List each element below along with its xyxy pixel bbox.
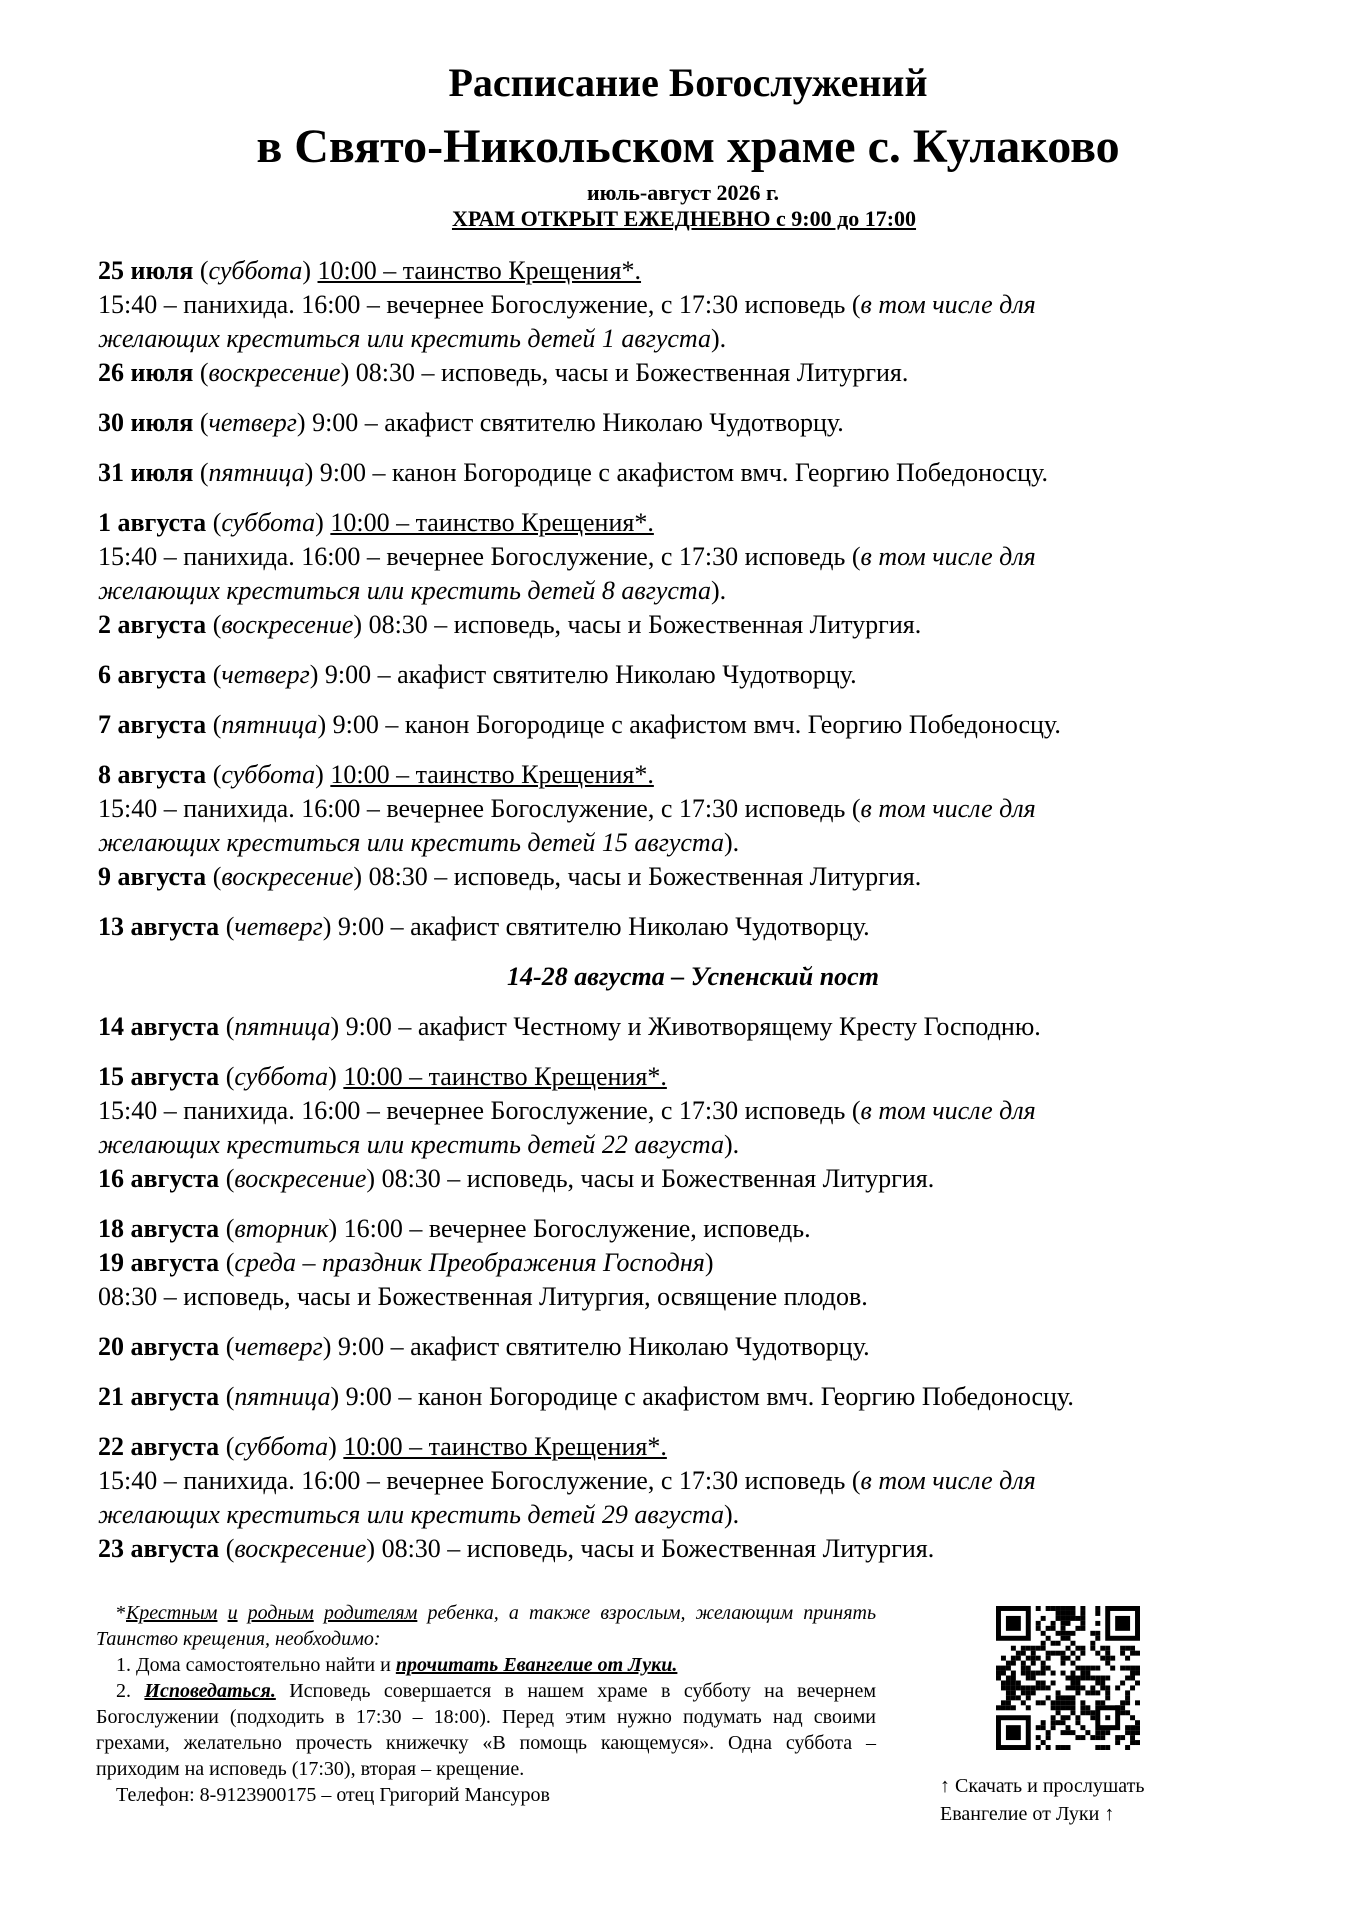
entry-service: 9:00 – акафист Честному и Животворящему Кресту Господню. [339,1012,1041,1041]
footnote-word: родителям [323,1602,418,1624]
entry-day: воскресение [234,1534,367,1563]
footnote-item-2 [96,1678,876,1782]
entry-text: 15:40 – панихида. 16:00 – вечернее Богослужение, с 17:30 исповедь ( [98,794,861,823]
schedule-line: 23 августа (воскресение) 08:30 – исповедь, часы и Божественная Литургия. [98,1534,935,1563]
schedule-line [98,1094,1328,1128]
schedule-line [98,1498,1328,1532]
entry-date: 22 августа [98,1432,220,1461]
qr-caption [940,1772,1200,1828]
entry-date: 13 августа [98,912,220,941]
schedule-entry [98,758,1328,894]
entry-note: желающих креститься или крестить детей 8 августа [98,576,712,605]
period-label: июль-август 2026 г. [586,180,780,205]
footnote-word: родным [247,1602,314,1624]
entry-service: 10:00 – таинство Крещения*. [343,1432,667,1461]
schedule-line: 13 августа (четверг) 9:00 – акафист святителю Николаю Чудотворцу. [98,912,870,941]
entry-service: 9:00 – акафист святителю Николаю Чудотворцу. [305,408,844,437]
schedule-line: 1 августа (суббота) 10:00 – таинство Крещения*. [98,508,654,537]
entry-note: в том числе для [860,542,1036,571]
entry-note-end: ). [711,324,727,353]
entry-day: суббота [234,1062,329,1091]
schedule-entry [98,406,1328,440]
qr-caption-line: Евангелие от Луки ↑ [940,1803,1115,1825]
footnote-item-number: 2. [116,1680,145,1702]
entry-note: желающих креститься или крестить детей 15 августа [98,828,725,857]
entry-day: среда – праздник Преображения Господня [234,1248,705,1277]
schedule-list [98,254,1328,1582]
schedule-line [98,574,1328,608]
schedule-entry [98,1060,1328,1196]
schedule-line: 6 августа (четверг) 9:00 – акафист святителю Николаю Чудотворцу. [98,660,857,689]
qr-caption-line: ↑ Скачать и прослушать [940,1775,1145,1797]
schedule-entry [98,658,1328,692]
entry-service: 9:00 – акафист святителю Николаю Чудотворцу. [318,660,857,689]
footnote-intro [96,1600,876,1652]
entry-note: в том числе для [860,290,1036,319]
schedule-line [98,826,1328,860]
entry-service: 08:30 – исповедь, часы и Божественная Литургия. [375,1534,935,1563]
entry-day: четверг [234,912,323,941]
entry-note-end: ). [711,576,727,605]
schedule-line: 9 августа (воскресение) 08:30 – исповедь, часы и Божественная Литургия. [98,862,922,891]
schedule-entry [98,456,1328,490]
entry-text: 15:40 – панихида. 16:00 – вечернее Богослужение, с 17:30 исповедь ( [98,1466,861,1495]
entry-text: 08:30 – исповедь, часы и Божественная Литургия, освящение плодов. [98,1282,868,1311]
schedule-line [98,288,1328,322]
entry-service: 10:00 – таинство Крещения*. [343,1062,667,1091]
entry-date: 20 августа [98,1332,220,1361]
schedule-entry [98,1430,1328,1566]
entry-note: в том числе для [860,1096,1036,1125]
schedule-line: 2 августа (воскресение) 08:30 – исповедь, часы и Божественная Литургия. [98,610,922,639]
schedule-entry [98,1380,1328,1414]
schedule-line: 20 августа (четверг) 9:00 – акафист святителю Николаю Чудотворцу. [98,1332,870,1361]
schedule-line [98,322,1328,356]
entry-service: 9:00 – канон Богородице с акафистом вмч. Георгию Победоносцу. [339,1382,1074,1411]
entry-text: 15:40 – панихида. 16:00 – вечернее Богослужение, с 17:30 исповедь ( [98,1096,861,1125]
entry-date: 19 августа [98,1248,220,1277]
entry-day: воскресение [208,358,341,387]
entry-service: 08:30 – исповедь, часы и Божественная Литургия. [362,610,922,639]
schedule-line: 26 июля (воскресение) 08:30 – исповедь, часы и Божественная Литургия. [98,358,909,387]
schedule-line: 8 августа (суббота) 10:00 – таинство Крещения*. [98,760,654,789]
entry-text: 15:40 – панихида. 16:00 – вечернее Богослужение, с 17:30 исповедь ( [98,290,861,319]
schedule-entry [98,506,1328,642]
entry-day: вторник [234,1214,329,1243]
entry-date: 16 августа [98,1164,220,1193]
entry-service: 9:00 – акафист святителю Николаю Чудотворцу. [331,1332,870,1361]
entry-day: воскресение [221,610,354,639]
entry-service: 10:00 – таинство Крещения*. [330,760,654,789]
schedule-line: 22 августа (суббота) 10:00 – таинство Крещения*. [98,1432,667,1461]
footnote-item-text: 1. Дома самостоятельно найти и [116,1654,396,1676]
entry-day: четверг [221,660,310,689]
entry-service: 9:00 – канон Богородице с акафистом вмч. Георгию Победоносцу. [326,710,1061,739]
entry-note: желающих креститься или крестить детей 22 августа [98,1130,725,1159]
page-title: Расписание Богослужений [448,60,928,105]
footnote-word: Крестным [126,1602,218,1624]
entry-date: 14 августа [98,1012,220,1041]
entry-date: 25 июля [98,256,194,285]
entry-service: 16:00 – вечернее Богослужение, исповедь. [337,1214,811,1243]
schedule-line: 21 августа (пятница) 9:00 – канон Богородице с акафистом вмч. Георгию Победоносцу. [98,1382,1074,1411]
schedule-line: 7 августа (пятница) 9:00 – канон Богородице с акафистом вмч. Георгию Победоносцу. [98,710,1061,739]
schedule-line: 18 августа (вторник) 16:00 – вечернее Богослужение, исповедь. [98,1214,811,1243]
entry-note: желающих креститься или крестить детей 1 августа [98,324,712,353]
footnote-item-emphasis: Исповедаться. [144,1680,276,1702]
schedule-line: 30 июля (четверг) 9:00 – акафист святителю Николаю Чудотворцу. [98,408,844,437]
entry-day: четверг [234,1332,323,1361]
entry-date: 21 августа [98,1382,220,1411]
schedule-line: 15 августа (суббота) 10:00 – таинство Крещения*. [98,1062,667,1091]
entry-day: пятница [221,710,318,739]
qr-code-icon[interactable] [996,1606,1140,1750]
schedule-line [98,792,1328,826]
entry-service: 10:00 – таинство Крещения*. [330,508,654,537]
entry-day: четверг [208,408,297,437]
entry-date: 30 июля [98,408,194,437]
entry-date: 15 августа [98,1062,220,1091]
schedule-entry [98,1330,1328,1364]
footnote-word: и [227,1602,238,1624]
schedule-line [98,1128,1328,1162]
entry-note-end: ). [724,1130,740,1159]
entry-day: суббота [208,256,303,285]
schedule-line [98,1464,1328,1498]
entry-service: 9:00 – акафист святителю Николаю Чудотворцу. [331,912,870,941]
entry-day: пятница [208,458,305,487]
schedule-entry [98,254,1328,390]
entry-date: 1 августа [98,508,207,537]
entry-date: 8 августа [98,760,207,789]
entry-date: 18 августа [98,1214,220,1243]
schedule-entry [98,708,1328,742]
entry-day: суббота [234,1432,329,1461]
entry-note: желающих креститься или крестить детей 29 августа [98,1500,725,1529]
schedule-line: 14 августа (пятница) 9:00 – акафист Честному и Животворящему Кресту Господню. [98,1012,1041,1041]
entry-date: 23 августа [98,1534,220,1563]
entry-service: 08:30 – исповедь, часы и Божественная Литургия. [362,862,922,891]
footnote-intro-rest: ребенка, а также взрослым, желающим принять Таинство крещения, необходимо: [96,1602,877,1650]
entry-date: 9 августа [98,862,207,891]
schedule-entry [98,1212,1328,1314]
entry-day: суббота [221,508,316,537]
page-header [0,58,1358,232]
schedule-line: 31 июля (пятница) 9:00 – канон Богородице с акафистом вмч. Георгию Победоносцу. [98,458,1048,487]
entry-day: воскресение [234,1164,367,1193]
footnote-star: * [116,1602,126,1624]
entry-service: 08:30 – исповедь, часы и Божественная Литургия. [375,1164,935,1193]
entry-note: в том числе для [860,794,1036,823]
entry-service: 08:30 – исповедь, часы и Божественная Литургия. [349,358,909,387]
footnote-item-emphasis: прочитать Евангелие от Луки. [395,1654,678,1676]
schedule-line: 16 августа (воскресение) 08:30 – исповедь, часы и Божественная Литургия. [98,1164,935,1193]
entry-date: 2 августа [98,610,207,639]
entry-day: пятница [234,1382,331,1411]
entry-service: 10:00 – таинство Крещения*. [317,256,642,285]
schedule-entry [98,910,1328,944]
open-hours-notice: ХРАМ ОТКРЫТ ЕЖЕДНЕВНО с 9:00 до 17:00 [451,206,917,231]
entry-date: 7 августа [98,710,207,739]
entry-day: суббота [221,760,316,789]
entry-date: 6 августа [98,660,207,689]
schedule-entry [98,1010,1328,1044]
footnote-item-text: Исповедь совершается в нашем храме в субботу на вечернем Богослужении (подходить в 17:30 – 18:00). Перед этим нужно подумать над своими грехами, желательно прочесть книжечку «В помощь кающемуся». Одна суббота – приходим на исповедь (17:30), вторая – крещение. [96,1680,876,1780]
qr-code-graphic [996,1606,1140,1750]
contact-phone: Телефон: 8-9123900175 – отец Григорий Мансуров [116,1784,550,1806]
entry-note: в том числе для [860,1466,1036,1495]
baptism-footnote [96,1600,876,1808]
footnote-item-1 [96,1652,876,1678]
entry-date: 31 июля [98,458,194,487]
schedule-line: 25 июля (суббота) 10:00 – таинство Крещения*. [98,256,642,285]
schedule-line: 19 августа (среда – праздник Преображения Господня) [98,1248,714,1277]
fast-period-heading: 14-28 августа – Успенский пост [507,962,879,991]
entry-date: 26 июля [98,358,194,387]
entry-note-end: ). [724,1500,740,1529]
entry-day: воскресение [221,862,354,891]
entry-text: 15:40 – панихида. 16:00 – вечернее Богослужение, с 17:30 исповедь ( [98,542,861,571]
schedule-line [98,1280,1328,1314]
entry-note-end: ). [724,828,740,857]
page-title-church: в Свято-Никольском храме с. Кулаково [256,120,1120,173]
entry-service: 9:00 – канон Богородице с акафистом вмч. Георгию Победоносцу. [313,458,1048,487]
schedule-line [98,540,1328,574]
entry-day: пятница [234,1012,331,1041]
